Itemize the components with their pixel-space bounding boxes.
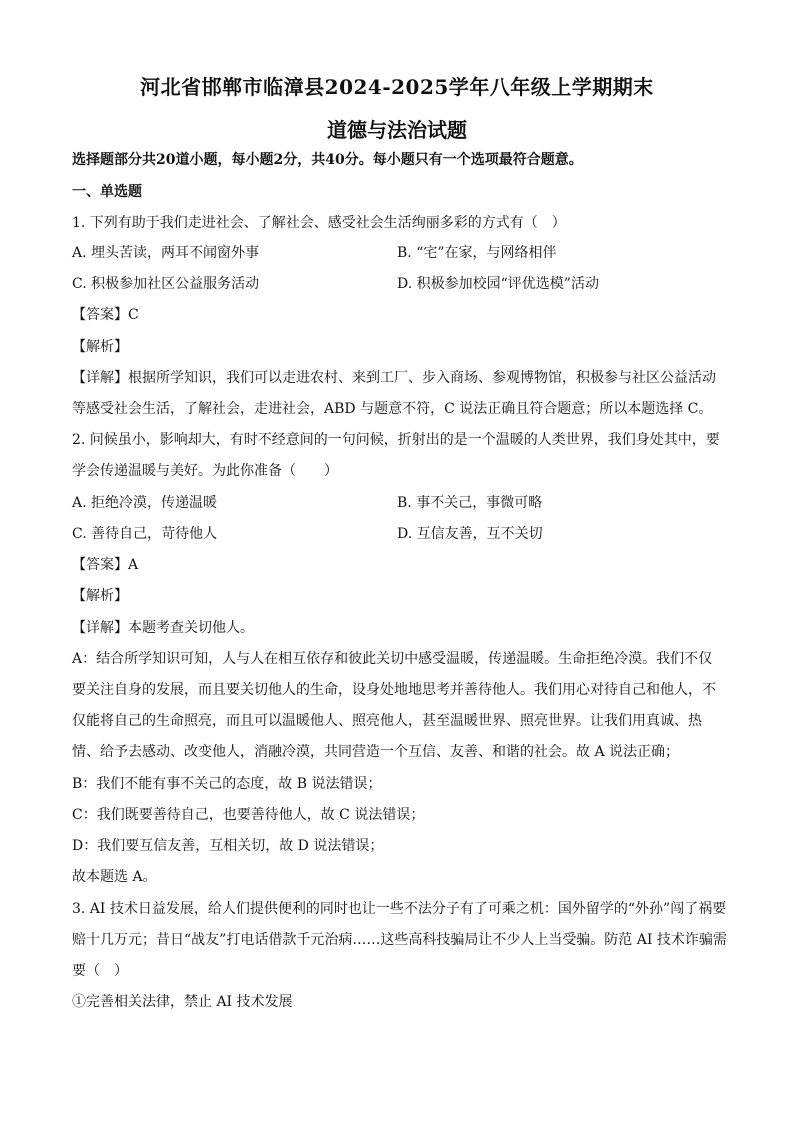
question-2-stem-line-2: 学会传递温暖与美好。为此你准备（ ） [72, 463, 338, 479]
question-1-analysis-label: 【解析】 [72, 339, 128, 355]
question-2-conclusion: 故本题选 A。 [72, 869, 157, 885]
question-2-option-c: C. 善待自己，苛待他人 [72, 526, 218, 542]
document-title: 河北省邯郸市临漳县2024-2025学年八年级上学期期末 [140, 75, 654, 99]
question-2-detail-d: D：我们要互信友善，互相关切，故 D 说法错误； [72, 838, 384, 854]
question-1-detail-line-2: 等感受社会生活，了解社会，走进社会，ABD 与题意不符，C 说法正确且符合题意；所以本题选择 C。 [72, 401, 713, 417]
question-1-option-c: C. 积极参加社区公益服务活动 [72, 276, 260, 292]
question-2-option-a: A. 拒绝冷漠，传递温暖 [72, 495, 218, 511]
question-2-detail-line-4: 情、给予去感动、改变他人，消融冷漠，共同营造一个互信、友善、和谐的社会。故 A 说法正确； [72, 744, 680, 760]
question-2-analysis-label: 【解析】 [72, 588, 128, 604]
question-1-option-b: B. “宅”在家，与网络相伴 [397, 245, 557, 261]
document-subtitle: 道德与法治试题 [327, 118, 467, 142]
question-2-option-b: B. 事不关己，事微可略 [397, 495, 543, 511]
question-2-detail-c: C：我们既要善待自己，也要善待他人，故 C 说法错误； [72, 807, 425, 823]
question-2-answer: 【答案】A [72, 557, 139, 573]
question-2-detail-b: B：我们不能有事不关己的态度，故 B 说法错误； [72, 776, 382, 792]
question-2-detail-line-2: 要关注自身的发展，而且要关切他人的生命，设身处地地思考并善待他人。我们用心对待自己和他人，不 [72, 682, 716, 698]
question-3-stem-line-3: 要（ ） [72, 963, 128, 979]
question-2-detail-line-3: 仅能将自己的生命照亮，而且可以温暖他人、照亮他人，甚至温暖世界、照亮世界。让我们用真诚、热 [72, 713, 702, 729]
question-2-detail-intro: 【详解】本题考查关切他人。 [72, 620, 254, 636]
question-2-detail-line-1: A：结合所学知识可知，人与人在相互依存和彼此关切中感受温暖，传递温暖。生命拒绝冷漠。我们不仅 [72, 651, 713, 667]
question-1-option-d: D. 积极参加校园“评优选模”活动 [397, 276, 599, 292]
question-2-stem-line-1: 2. 问候虽小，影响却大，有时不经意间的一句问候，折射出的是一个温暖的人类世界，我们身处其中，要 [72, 432, 720, 448]
question-3-stem-line-1: 3. AI 技术日益发展，给人们提供便利的同时也让一些不法分子有了可乘之机：国外留学的“外孙”闯了祸要 [72, 901, 727, 917]
question-1-answer: 【答案】C [72, 307, 139, 323]
instructions: 选择题部分共20道小题，每小题2分，共40分。每小题只有一个选项最符合题意。 [72, 152, 583, 168]
section-heading: 一、单选题 [72, 184, 142, 200]
question-1-option-a: A. 埋头苦读，两耳不闻窗外事 [72, 245, 260, 261]
question-2-option-d: D. 互信友善，互不关切 [397, 526, 543, 542]
question-1-detail-line-1: 【详解】根据所学知识，我们可以走进农村、来到工厂、步入商场、参观博物馆，积极参与社区公益活动 [72, 370, 716, 386]
question-3-stem-line-2: 赔十几万元；昔日“战友”打电话借款千元治病……这些高科技骗局让不少人上当受骗。防范 AI 技术诈骗需 [72, 932, 727, 948]
question-3-item-1: ①完善相关法律，禁止 AI 技术发展 [72, 994, 293, 1010]
question-1-stem: 1. 下列有助于我们走进社会、了解社会、感受社会生活绚丽多彩的方式有（ ） [72, 215, 566, 231]
